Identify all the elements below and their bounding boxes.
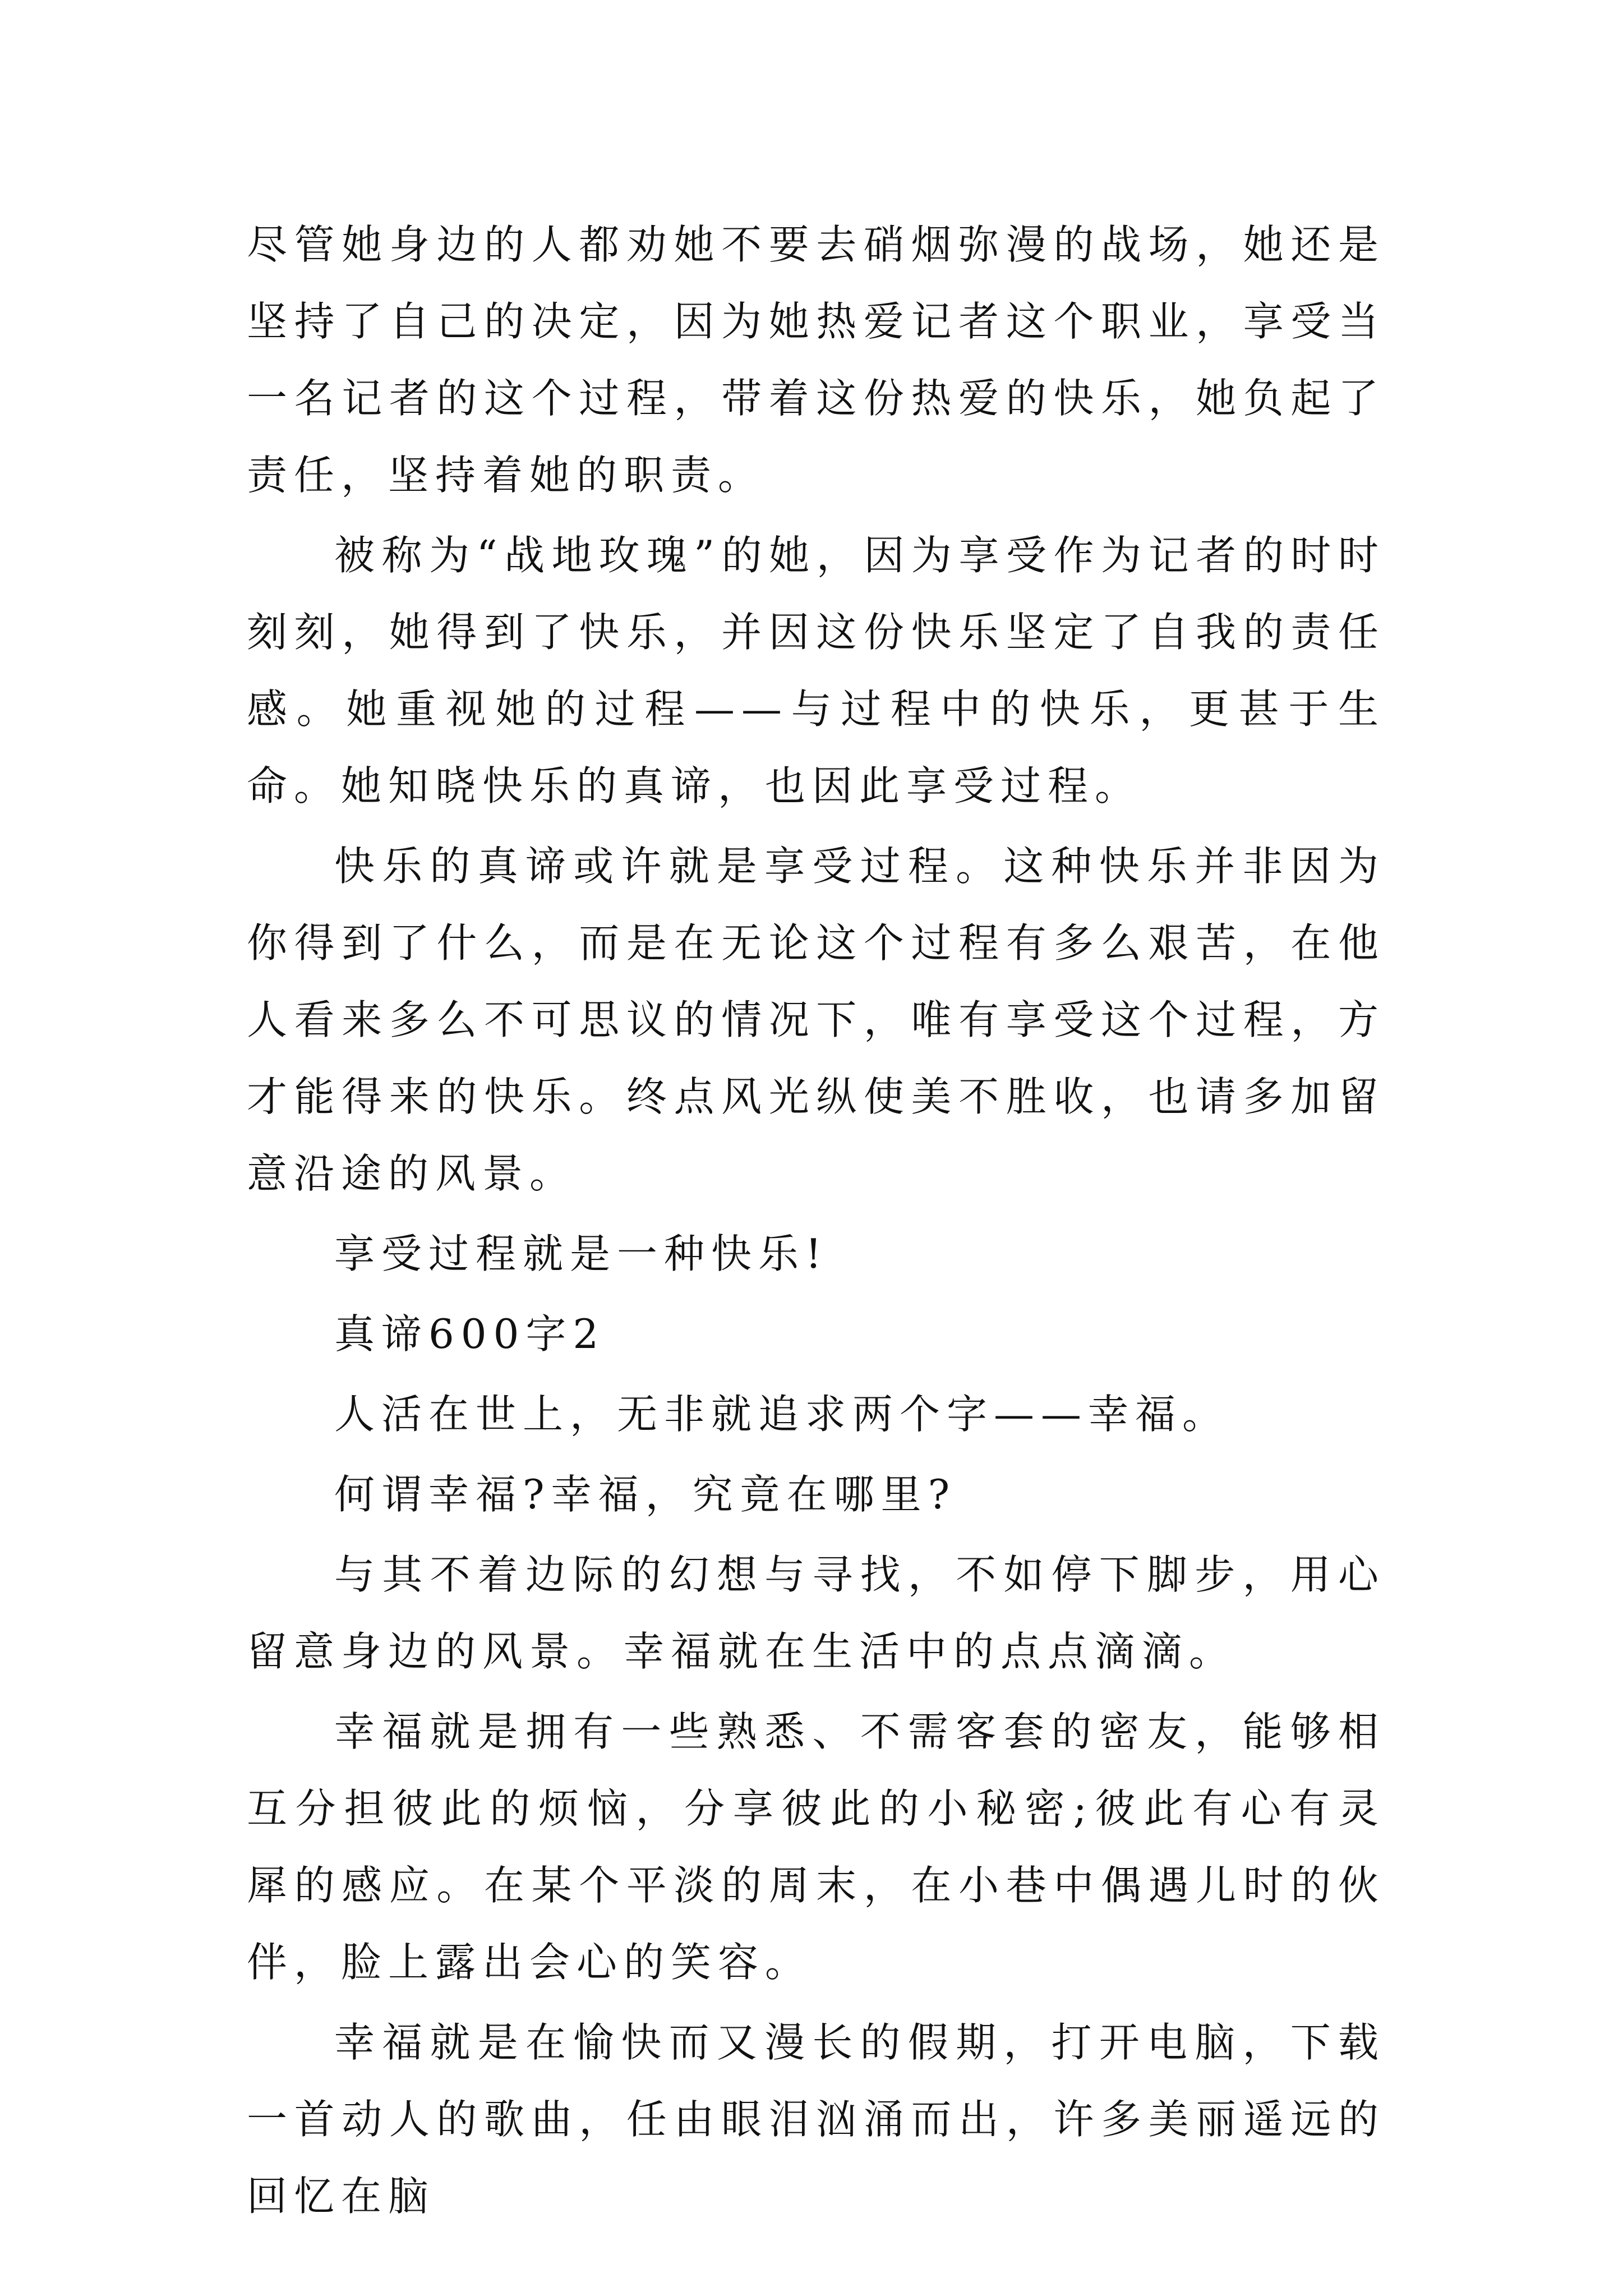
paragraph: 幸福就是在愉快而又漫长的假期，打开电脑，下载一首动人的歌曲，任由眼泪汹涌而出，许多美丽遥远的回忆在脑 (247, 2019, 1385, 2220)
section-heading: 真谛600字2 (334, 1310, 606, 1358)
paragraph: 享受过程就是一种快乐! (334, 1230, 828, 1277)
paragraph: 被称为“战地玫瑰”的她，因为享受作为记者的时时刻刻，她得到了快乐，并因这份快乐坚定了自我的责任感。她重视她的过程——与过程中的快乐，更甚于生命。她知晓快乐的真谛，也因此享受过程。 (247, 532, 1385, 809)
document-body (247, 206, 1385, 2238)
paragraph: 与其不着边际的幻想与寻找，不如停下脚步，用心留意身边的风景。幸福就在生活中的点点滴滴。 (247, 1551, 1385, 1675)
paragraph: 快乐的真谛或许就是享受过程。这种快乐并非因为你得到了什么，而是在无论这个过程有多么艰苦，在他人看来多么不可思议的情况下，唯有享受这个过程，方才能得来的快乐。终点风光纵使美不胜收，也请多加留意沿途的风景。 (247, 843, 1385, 1197)
paragraph: 人活在世上，无非就追求两个字——幸福。 (334, 1391, 1230, 1438)
paragraph: 幸福就是拥有一些熟悉、不需客套的密友，能够相互分担彼此的烦恼，分享彼此的小秘密;彼此有心有灵犀的感应。在某个平淡的周末，在小巷中偶遇儿时的伙伴，脸上露出会心的笑容。 (247, 1708, 1385, 1986)
paragraph: 何谓幸福?幸福，究竟在哪里? (334, 1471, 957, 1518)
paragraph-continued: 尽管她身边的人都劝她不要去硝烟弥漫的战场，她还是坚持了自己的决定，因为她热爱记者这个职业，享受当一名记者的这个过程，带着这份热爱的快乐，她负起了责任，坚持着她的职责。 (247, 221, 1385, 499)
